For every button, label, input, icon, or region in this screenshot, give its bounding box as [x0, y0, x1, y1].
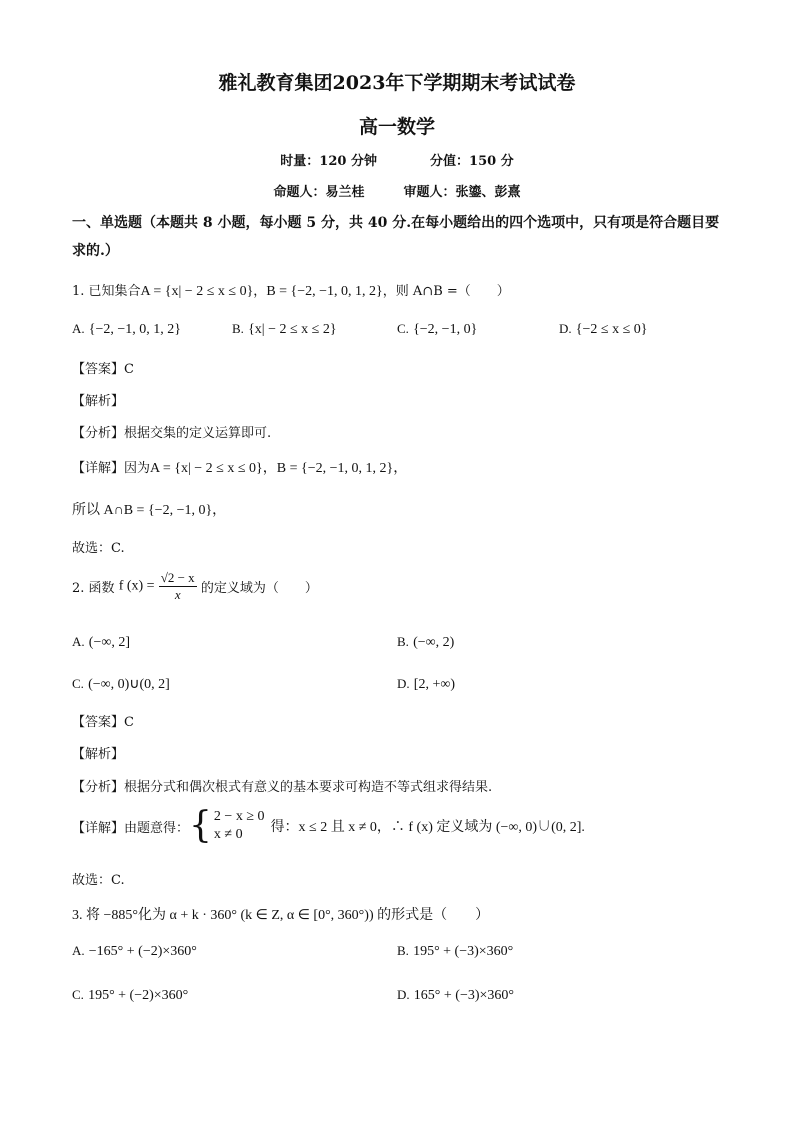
score-label: 分值：150 分: [430, 154, 514, 169]
exam-meta-time-score: [0, 150, 794, 169]
q2-detail-prefix: 【详解】由题意得：: [72, 820, 190, 836]
q1-option-d: [559, 321, 647, 338]
q3-option-c-text: 195° + (−2)×360°: [88, 988, 189, 1003]
q1-detail-prefix: 【详解】因为: [72, 461, 151, 476]
q2-option-c-label: C.: [72, 676, 84, 691]
q1-so: 所以 A∩B = {−2, −1, 0}，: [72, 503, 227, 518]
q1-comma: ，: [253, 284, 267, 299]
q2-option-a-label: A.: [72, 634, 85, 649]
q3-option-d: [397, 987, 514, 1004]
q3-option-a-label: A.: [72, 943, 85, 958]
q1-option-c-text: {−2, −1, 0}: [413, 322, 478, 337]
q1-choice: 故选：C.: [72, 541, 125, 556]
q2-option-d-label: D.: [397, 676, 410, 691]
exam-subject: 高一数学: [358, 116, 435, 138]
q1-detail-a: A = {x| − 2 ≤ x ≤ 0}: [150, 461, 263, 476]
q1-stem: [72, 280, 510, 300]
q2-frac-num: √2 − x: [160, 570, 195, 585]
q3-option-a: [72, 943, 197, 960]
q2-detail: [72, 805, 585, 846]
q1-stem-suffix: ，则 A∩B =（ ）: [382, 284, 510, 299]
q2-option-b-label: B.: [397, 634, 409, 649]
q1-option-d-label: D.: [559, 321, 572, 336]
exam-title: 雅礼教育集团2023年下学期期末考试试卷: [218, 72, 576, 94]
q2-option-a: [72, 634, 130, 651]
q2-fenxi: 【分析】根据分式和偶次根式有意义的基本要求可构造不等式组求得结果.: [72, 780, 493, 795]
q2-stem: [72, 570, 318, 603]
q1-stem-prefix: 1. 已知集合: [72, 284, 141, 299]
q2-inequality-system: [214, 808, 265, 844]
reviewer-label: 审题人：张鎏、彭熹: [403, 185, 521, 200]
q2-sys-line2: x ≠ 0: [213, 827, 243, 842]
q1-answer: 【答案】C: [72, 362, 134, 377]
q3-option-d-text: 165° + (−3)×360°: [413, 988, 514, 1003]
q3-option-b-label: B.: [397, 943, 409, 958]
q3-option-a-text: −165° + (−2)×360°: [88, 944, 197, 959]
time-label: 时量：120 分钟: [280, 154, 377, 169]
q1-option-b: [232, 321, 337, 338]
q2-option-c: [72, 676, 170, 693]
q1-option-a: [72, 321, 181, 338]
q2-stem-suffix: 的定义域为（ ）: [200, 581, 318, 596]
q2-answer: 【答案】C: [72, 715, 134, 730]
q3-option-b-text: 195° + (−3)×360°: [413, 944, 514, 959]
q2-option-a-text: (−∞, 2]: [88, 635, 130, 650]
q2-fraction: [159, 570, 197, 603]
q2-option-d-text: [2, +∞): [413, 677, 455, 692]
q3-option-c-label: C.: [72, 987, 84, 1002]
section-heading: 一、单选题（本题共 8 小题，每小题 5 分，共 40 分.在每小题给出的四个选项中，只有项是符合题目要求的.）: [72, 215, 720, 259]
q3-option-d-label: D.: [397, 987, 410, 1002]
left-brace-icon: {: [189, 805, 212, 846]
q1-detail-b: ，B = {−2, −1, 0, 1, 2}，: [262, 461, 408, 476]
q1-option-d-text: {−2 ≤ x ≤ 0}: [575, 322, 648, 337]
setter-label: 命题人：易兰桂: [273, 185, 365, 200]
q1-set-a: A = {x| − 2 ≤ x ≤ 0}: [140, 284, 254, 299]
q2-option-c-text: (−∞, 0)∪(0, 2]: [88, 677, 170, 692]
q2-analysis-tag: 【解析】: [72, 747, 125, 762]
q1-option-a-text: {−2, −1, 0, 1, 2}: [88, 322, 182, 337]
q2-sys-line1: 2 − x ≥ 0: [213, 809, 265, 824]
q2-option-d: [397, 676, 455, 693]
q1-option-b-text: {x| − 2 ≤ x ≤ 2}: [248, 322, 337, 337]
q2-choice: 故选：C.: [72, 873, 125, 888]
q1-set-b: B = {−2, −1, 0, 1, 2}: [266, 284, 383, 299]
q3-option-b: [397, 943, 513, 960]
q2-fx: f (x) =: [118, 578, 155, 594]
q2-detail-suffix: 得：x ≤ 2 且 x ≠ 0，∴ f (x) 定义域为 (−∞, 0)∪(0, 2].: [270, 820, 585, 835]
q2-stem-prefix: 2. 函数: [72, 581, 115, 596]
q1-option-a-label: A.: [72, 321, 85, 336]
q1-fenxi: 【分析】根据交集的定义运算即可.: [72, 426, 272, 441]
q2-option-b: [397, 634, 454, 651]
q3-option-c: [72, 987, 188, 1004]
q1-detail: [72, 457, 407, 477]
q1-option-b-label: B.: [232, 321, 244, 336]
q2-frac-den: x: [174, 587, 181, 602]
q3-stem: 3. 将 −885°化为 α + k · 360° (k ∈ Z, α ∈ [0°, 360°)) 的形式是（ ）: [72, 908, 490, 923]
q1-option-c: [397, 321, 477, 338]
exam-meta-authors: [0, 181, 794, 200]
q2-option-b-text: (−∞, 2): [413, 635, 455, 650]
q1-option-c-label: C.: [397, 321, 409, 336]
q1-analysis-tag: 【解析】: [72, 394, 125, 409]
